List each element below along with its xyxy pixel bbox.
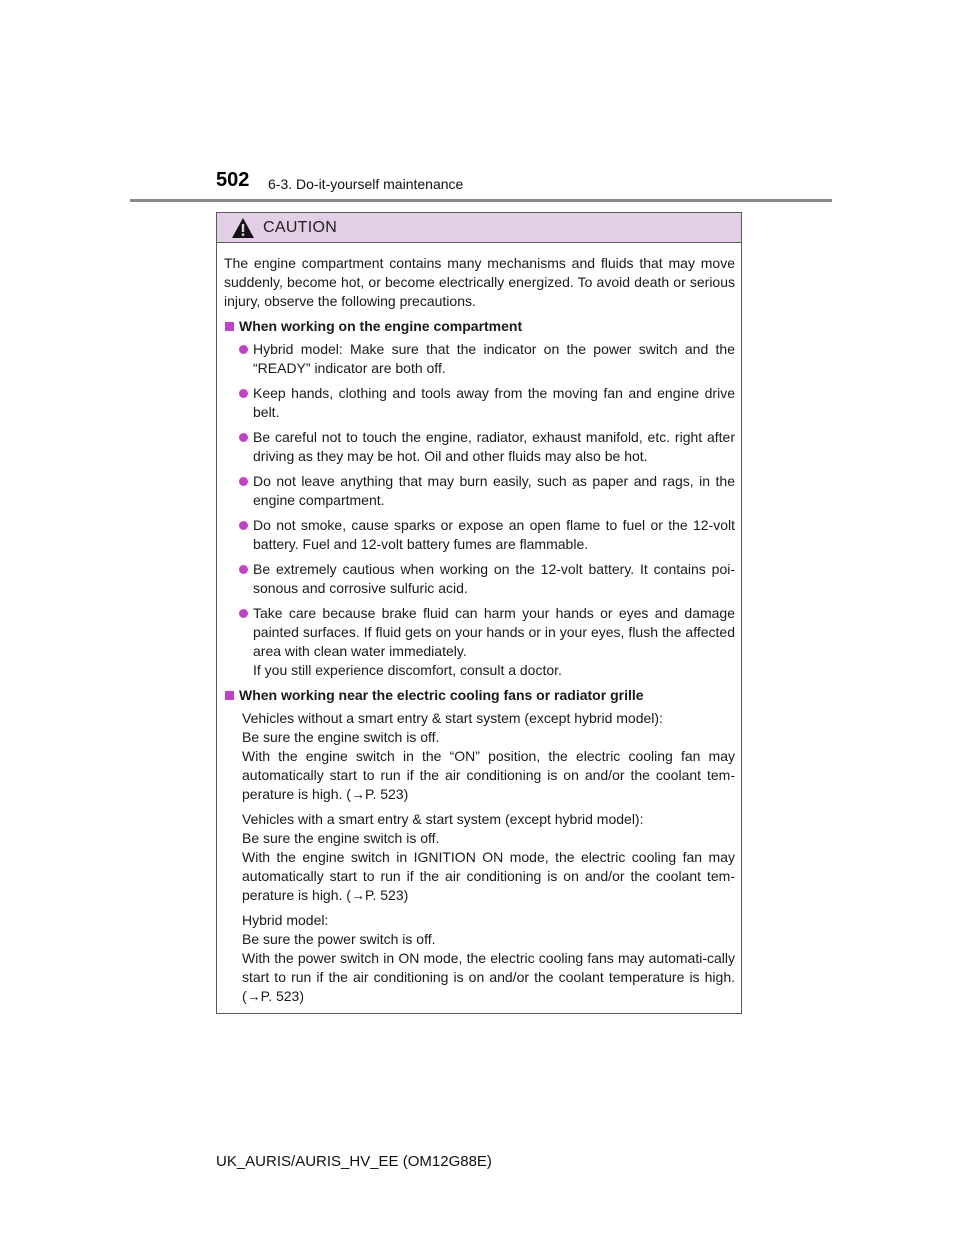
list-item: [239, 428, 735, 466]
square-bullet-icon: [225, 691, 234, 700]
list-item: [239, 472, 735, 510]
paragraph-line: With the engine switch in the “ON” position, the electric cooling fan may automatically start to run if the air conditioning is on and/or the coolant tem-perature is high. (→P. 523): [242, 748, 735, 802]
caution-content: [217, 243, 741, 1006]
circle-bullet-icon: [239, 433, 248, 442]
list-item-body: [253, 604, 735, 680]
paragraph-line: Vehicles without a smart entry & start system (except hybrid model):: [242, 710, 663, 726]
list-item: [239, 604, 735, 680]
section-heading: [224, 317, 735, 336]
list-item: [239, 340, 735, 378]
paragraph-line: Be sure the power switch is off.: [242, 931, 436, 947]
list-item-text: Be careful not to touch the engine, radiator, exhaust manifold, etc. right after driving as they may be hot. Oil and other fluids may also be hot.: [253, 429, 735, 464]
paragraph-line: Vehicles with a smart entry & start system (except hybrid model):: [242, 811, 644, 827]
square-bullet-icon: [225, 322, 234, 331]
section-heading: [224, 686, 735, 705]
paragraph: [242, 911, 735, 1006]
page-number: 502: [216, 169, 250, 191]
circle-bullet-icon: [239, 609, 248, 618]
caution-intro: The engine compartment contains many mechanisms and fluids that may move suddenly, become hot, or become electrically energized. To avoid death or serious injury, observe the following precautions.: [224, 255, 735, 309]
section-heading-text: When working near the electric cooling fans or radiator grille: [239, 687, 644, 703]
caution-header: [217, 213, 741, 243]
header-rule: [130, 199, 832, 202]
paragraph-line: With the power switch in ON mode, the electric cooling fans may automati-cally start to run if the air conditioning is on and/or the coolant temperature is high. (→P. 523): [242, 950, 735, 1004]
warning-triangle-icon: [231, 217, 255, 239]
paragraph-line: Be sure the engine switch is off.: [242, 729, 440, 745]
footer-code: UK_AURIS/AURIS_HV_EE (OM12G88E): [216, 1153, 492, 1170]
list-item-text: Keep hands, clothing and tools away from the moving fan and engine drive belt.: [253, 385, 735, 420]
paragraph-line: Be sure the engine switch is off.: [242, 830, 440, 846]
paragraph: [242, 810, 735, 905]
circle-bullet-icon: [239, 389, 248, 398]
list-item-text: Hybrid model: Make sure that the indicator on the power switch and the “READY” indicator are both off.: [253, 341, 735, 376]
circle-bullet-icon: [239, 565, 248, 574]
list-item-text: Do not smoke, cause sparks or expose an open flame to fuel or the 12-volt battery. Fuel and 12-volt battery fumes are flammable.: [253, 517, 735, 552]
circle-bullet-icon: [239, 477, 248, 486]
list-item: [239, 560, 735, 598]
list-item-text: Do not leave anything that may burn easily, such as paper and rags, in the engine compartment.: [253, 473, 735, 508]
caution-title: CAUTION: [263, 218, 338, 236]
section-title: 6-3. Do-it-yourself maintenance: [268, 176, 464, 192]
paragraph-line: With the engine switch in IGNITION ON mode, the electric cooling fan may automatically start to run if the air conditioning is on and/or the coolant tem-perature is high. (→P. 523): [242, 849, 735, 903]
circle-bullet-icon: [239, 345, 248, 354]
circle-bullet-icon: [239, 521, 248, 530]
caution-box: [216, 212, 742, 1014]
list-item: [239, 384, 735, 422]
list-item-followup: If you still experience discomfort, consult a doctor.: [253, 662, 562, 678]
paragraph: [242, 709, 735, 804]
list-item-text: Take care because brake fluid can harm your hands or eyes and damage painted surfaces. If fluid gets on your hands or in your eyes, flush the affected area with clean water immediately.: [253, 605, 735, 659]
paragraph-line: Hybrid model:: [242, 912, 329, 928]
list-item-text: Be extremely cautious when working on the 12-volt battery. It contains poi-sonous and corrosive sulfuric acid.: [253, 561, 735, 596]
section-heading-text: When working on the engine compartment: [239, 318, 523, 334]
list-item: [239, 516, 735, 554]
